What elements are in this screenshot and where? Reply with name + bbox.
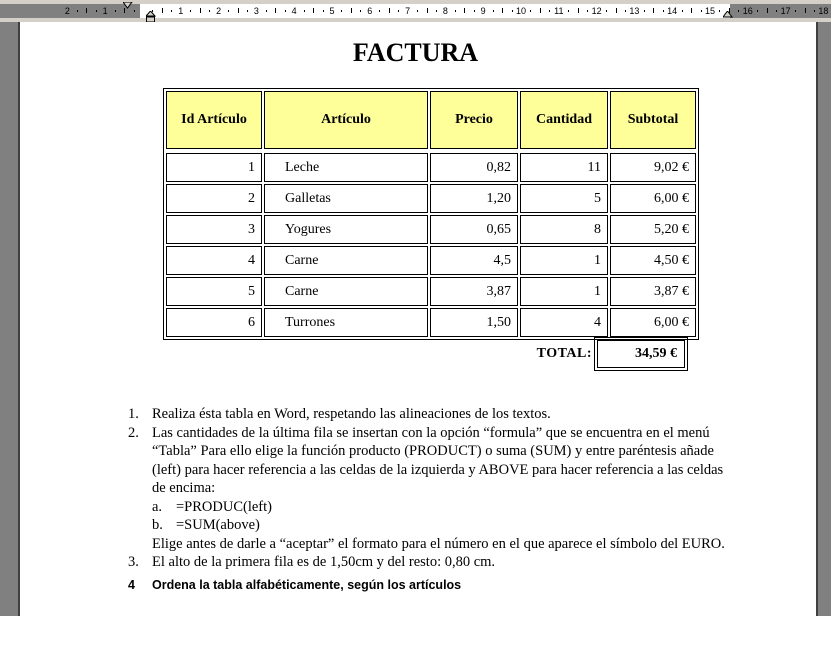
ruler-number: 16 xyxy=(742,6,753,16)
cell-cantidad: 1 xyxy=(520,246,608,275)
header-id: Id Artículo xyxy=(166,91,262,149)
cell-articulo: Carne xyxy=(264,246,428,275)
cell-id: 1 xyxy=(166,153,262,182)
cell-precio: 3,87 xyxy=(430,277,518,306)
right-page-gutter xyxy=(818,22,831,616)
ruler-tick xyxy=(540,8,541,13)
cell-articulo: Yogures xyxy=(264,215,428,244)
horizontal-ruler[interactable] xyxy=(0,0,831,23)
instructions-list xyxy=(128,405,738,594)
sub-list-letter: a. xyxy=(152,498,163,515)
cell-cantidad: 1 xyxy=(520,277,608,306)
ruler-tick xyxy=(805,8,806,13)
cell-subtotal: 6,00 € xyxy=(610,184,696,213)
ruler-tick xyxy=(606,10,607,12)
ruler-tick xyxy=(275,8,276,13)
ruler-tick xyxy=(653,8,654,13)
ruler-tick xyxy=(512,10,513,12)
list-text: Realiza ésta tabla en Word, respetando las alineaciones de los textos. xyxy=(152,406,551,422)
header-articulo: Artículo xyxy=(264,91,428,149)
ruler-tick xyxy=(134,10,135,12)
ruler-tick xyxy=(682,10,683,12)
ruler-tick xyxy=(455,10,456,12)
list-item xyxy=(128,553,738,572)
ruler-tick xyxy=(795,10,796,12)
cell-id: 3 xyxy=(166,215,262,244)
cell-subtotal: 3,87 € xyxy=(610,277,696,306)
ruler-tick xyxy=(266,10,267,12)
header-precio: Precio xyxy=(430,91,518,149)
ruler-tick xyxy=(238,8,239,13)
ruler-tick xyxy=(502,8,503,13)
cell-subtotal: 4,50 € xyxy=(610,246,696,275)
ruler-tick xyxy=(738,10,739,12)
sub-list-letter: b. xyxy=(152,517,163,533)
cell-precio: 0,65 xyxy=(430,215,518,244)
total-value: 34,59 € xyxy=(635,346,677,361)
document-title: FACTURA xyxy=(352,38,479,67)
ruler-tick xyxy=(86,8,87,13)
ruler-tick xyxy=(767,8,768,13)
ruler-tick xyxy=(360,10,361,12)
ruler-tick xyxy=(578,8,579,13)
ruler-tick xyxy=(389,8,390,13)
cell-id: 2 xyxy=(166,184,262,213)
list-item xyxy=(128,424,738,498)
cell-id: 4 xyxy=(166,246,262,275)
table-header-row xyxy=(166,91,696,149)
ruler-number: 13 xyxy=(629,6,640,16)
cell-precio: 0,82 xyxy=(430,153,518,182)
ruler-tick xyxy=(757,10,758,12)
ruler-number: 11 xyxy=(554,6,564,16)
ruler-number: 14 xyxy=(667,6,678,16)
ruler-tick xyxy=(644,10,645,12)
list-text: Ordena la tabla alfabéticamente, según los artículos xyxy=(152,577,462,592)
ruler-tick xyxy=(115,10,116,12)
sub-list-item xyxy=(128,498,738,517)
ruler-number: 7 xyxy=(405,6,411,16)
list-number: 2. xyxy=(128,424,139,441)
ruler-number: 8 xyxy=(442,6,448,16)
table-row xyxy=(166,308,696,337)
ruler-tick xyxy=(776,10,777,12)
total-label: TOTAL: xyxy=(536,346,592,361)
list-number: 4 xyxy=(128,577,135,592)
table-row xyxy=(166,246,696,275)
ruler-tick xyxy=(616,8,617,13)
list-text: Las cantidades de la última fila se insertan con la opción “formula” que se encuentra en el menú “Tabla” Para ello elige la función producto (PRODUCT) o suma (SUM) y entre paréntesis añade (left) para hacer referencia a las celdas de la izquierda y ABOVE para hacer referencia a las celdas de encima: xyxy=(152,424,724,496)
ruler-number: 4 xyxy=(291,6,297,16)
ruler-tick xyxy=(530,10,531,12)
ruler-number: 18 xyxy=(818,6,829,16)
ruler-tick xyxy=(341,10,342,12)
cell-articulo: Leche xyxy=(264,153,428,182)
ruler-number: 9 xyxy=(480,6,486,16)
ruler-number: 17 xyxy=(780,6,791,16)
cell-precio: 1,20 xyxy=(430,184,518,213)
list-item xyxy=(128,405,738,424)
ruler-number: 2 xyxy=(64,6,70,16)
cell-cantidad: 5 xyxy=(520,184,608,213)
sub-list-item xyxy=(128,516,738,535)
ruler-tick xyxy=(663,10,664,12)
ruler-tick xyxy=(398,10,399,12)
ruler-tick xyxy=(77,10,78,12)
ruler-tick xyxy=(493,10,494,12)
note-text: Elige antes de darle a “aceptar” el formato para el número en el que aparece el símbolo del EURO. xyxy=(152,535,725,552)
right-page-edge xyxy=(816,22,818,616)
ruler-tick xyxy=(568,10,569,12)
ruler-tick xyxy=(313,8,314,13)
ruler-number: 3 xyxy=(253,6,259,16)
invoice-table[interactable] xyxy=(163,88,699,340)
header-subtotal: Subtotal xyxy=(610,91,696,149)
ruler-tick xyxy=(200,8,201,13)
below-page-area xyxy=(0,616,831,646)
ruler-tick xyxy=(474,10,475,12)
cell-articulo: Galletas xyxy=(264,184,428,213)
ruler-tick xyxy=(464,8,465,13)
table-row xyxy=(166,184,696,213)
list-number: 3. xyxy=(128,554,139,570)
ruler-tick xyxy=(417,10,418,12)
table-row xyxy=(166,153,696,182)
cell-articulo: Carne xyxy=(264,277,428,306)
ruler-tick xyxy=(814,10,815,12)
right-indent-marker[interactable] xyxy=(723,11,733,19)
ruler-tick xyxy=(691,8,692,13)
cell-subtotal: 6,00 € xyxy=(610,308,696,337)
ruler-tick xyxy=(351,8,352,13)
left-page-gutter xyxy=(0,22,20,616)
list-item xyxy=(128,576,738,595)
cell-precio: 1,50 xyxy=(430,308,518,337)
ruler-tick xyxy=(96,10,97,12)
ruler-tick xyxy=(701,10,702,12)
ruler-tick xyxy=(209,10,210,12)
cell-articulo: Turrones xyxy=(264,308,428,337)
ruler-number: 5 xyxy=(329,6,335,16)
first-line-indent-marker[interactable] xyxy=(123,2,133,10)
ruler-tick xyxy=(228,10,229,12)
ruler-tick xyxy=(304,10,305,12)
table-row xyxy=(166,277,696,306)
list-text: El alto de la primera fila es de 1,50cm y del resto: 0,80 cm. xyxy=(152,554,496,570)
ruler-tick xyxy=(285,10,286,12)
ruler-number: 6 xyxy=(367,6,373,16)
ruler-number: 10 xyxy=(515,6,527,16)
cell-precio: 4,5 xyxy=(430,246,518,275)
ruler-number: 1 xyxy=(102,6,108,16)
ruler-tick xyxy=(436,10,437,12)
cell-cantidad: 11 xyxy=(520,153,608,182)
ruler-tick xyxy=(190,10,191,12)
cell-cantidad: 8 xyxy=(520,215,608,244)
list-number: 1. xyxy=(128,406,139,422)
cell-subtotal: 5,20 € xyxy=(610,215,696,244)
ruler-tick xyxy=(171,10,172,12)
table-row xyxy=(166,215,696,244)
ruler-number: 1 xyxy=(178,6,184,16)
header-cantidad: Cantidad xyxy=(520,91,608,149)
ruler-tick xyxy=(587,10,588,12)
cell-id: 5 xyxy=(166,277,262,306)
ruler-number: 2 xyxy=(216,6,222,16)
ruler-tick xyxy=(323,10,324,12)
ruler-tick xyxy=(549,10,550,12)
cell-subtotal: 9,02 € xyxy=(610,153,696,182)
sub-list-text: =SUM(above) xyxy=(176,517,260,533)
ruler-tick xyxy=(247,10,248,12)
ruler-number: 12 xyxy=(591,6,602,16)
ruler-number: 15 xyxy=(704,6,716,16)
ruler-tick xyxy=(162,8,163,13)
ruler-tick xyxy=(719,10,720,12)
cell-id: 6 xyxy=(166,308,262,337)
ruler-tick xyxy=(379,10,380,12)
ruler-tick xyxy=(427,8,428,13)
ruler-tick xyxy=(625,10,626,12)
cell-cantidad: 4 xyxy=(520,308,608,337)
sub-list-text: =PRODUC(left) xyxy=(176,498,272,515)
list-note xyxy=(128,535,738,554)
